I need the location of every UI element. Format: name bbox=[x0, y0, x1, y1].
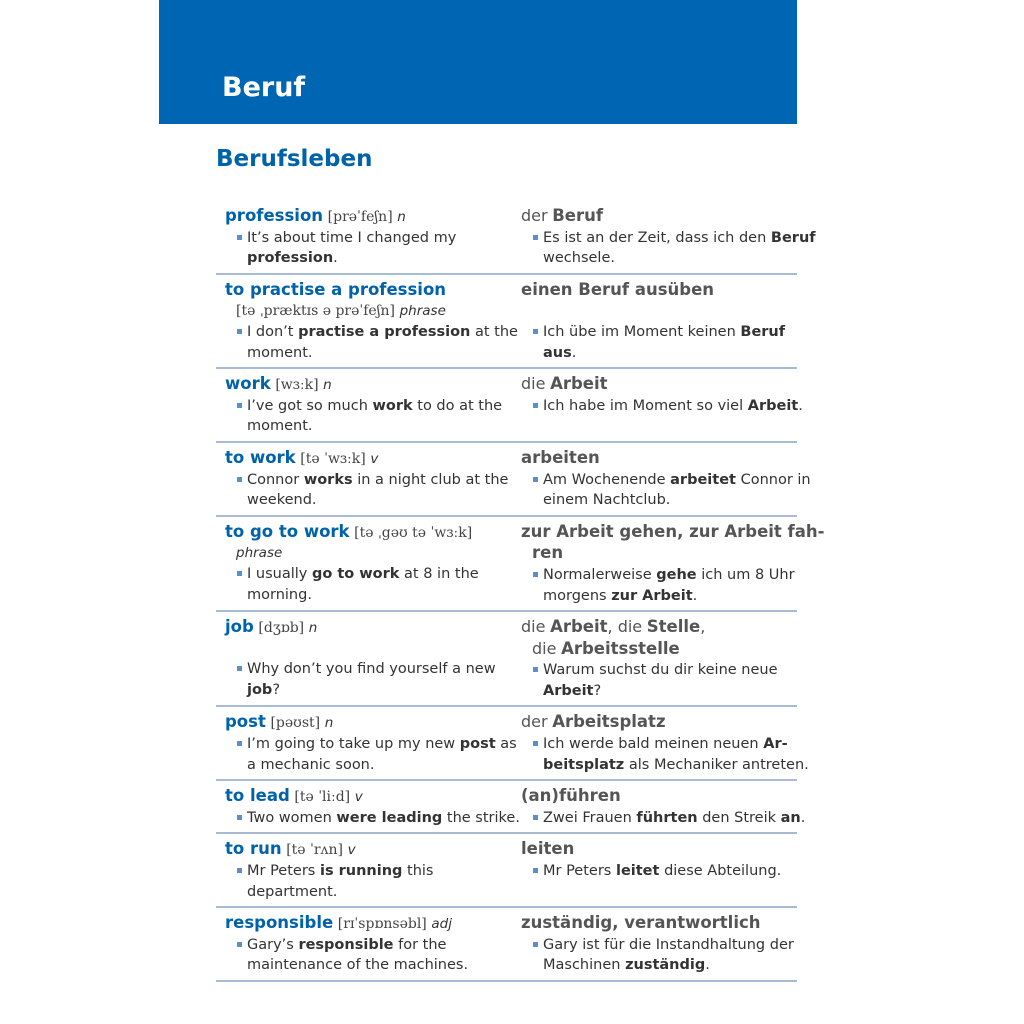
translation: arbeiten bbox=[521, 447, 600, 467]
example-sentence: Mr Peters is running this department. bbox=[225, 861, 521, 902]
example-translation: Normalerweise gehe ich um 8 Uhr morgens zur Arbeit. bbox=[521, 565, 797, 606]
vocab-entry bbox=[216, 201, 816, 275]
chapter-title: Beruf bbox=[222, 72, 306, 103]
bullet-icon bbox=[533, 329, 538, 334]
pronunciation: [prəˈfeʃn] bbox=[327, 209, 393, 225]
translation: einen Beruf ausüben bbox=[521, 279, 715, 299]
part-of-speech: phrase bbox=[236, 545, 283, 562]
chapter-header-band bbox=[159, 0, 797, 124]
headword: profession bbox=[225, 206, 324, 225]
bullet-icon bbox=[533, 235, 538, 240]
part-of-speech: v bbox=[354, 789, 363, 806]
translation: Arbeit bbox=[550, 374, 608, 394]
vocab-entry bbox=[216, 834, 797, 908]
translation: Arbeit bbox=[550, 617, 608, 637]
example-sentence: It’s about time I changed my profession. bbox=[225, 228, 521, 269]
example-translation: Warum suchst du dir keine neue Arbeit? bbox=[521, 660, 797, 701]
bullet-icon bbox=[533, 741, 538, 746]
example-translation: Zwei Frauen führten den Streik an. bbox=[521, 808, 797, 829]
vocab-entry bbox=[216, 707, 809, 781]
example-translation: Am Wochenende arbeitet Connor in einem Nachtclub. bbox=[521, 470, 797, 511]
pronunciation: [wɜːk] bbox=[275, 377, 319, 394]
german-column bbox=[521, 280, 797, 363]
bullet-icon bbox=[237, 868, 242, 873]
example-translation: Gary ist für die Instandhaltung der Maschinen zuständig. bbox=[521, 935, 797, 976]
bullet-icon bbox=[533, 477, 538, 482]
german-column bbox=[521, 447, 811, 511]
bullet-icon bbox=[237, 815, 242, 820]
translation-continued: ren bbox=[532, 543, 564, 563]
bullet-icon bbox=[237, 235, 242, 240]
german-column bbox=[521, 786, 806, 828]
part-of-speech: n bbox=[397, 209, 406, 225]
english-column bbox=[216, 374, 521, 437]
german-column bbox=[521, 521, 825, 606]
example-sentence: Two women were leading the strike. bbox=[225, 808, 521, 829]
example-sentence: I’m going to take up my new post as a mechanic soon. bbox=[225, 734, 521, 775]
headword: to run bbox=[225, 839, 282, 859]
headword: to go to work bbox=[225, 521, 350, 541]
vocabulary-list bbox=[216, 201, 825, 982]
english-column bbox=[216, 913, 521, 976]
bullet-icon bbox=[533, 572, 538, 577]
german-column: die Arbeit, die Stelle, die Arbeitsstelle Warum suchst du dir keine neue Arbeit? bbox=[521, 617, 797, 701]
article: der bbox=[521, 206, 548, 225]
vocab-entry bbox=[216, 443, 811, 517]
pronunciation: [dʒɒb] bbox=[258, 620, 305, 637]
example-sentence: Why don’t you find yourself a new job? bbox=[225, 659, 521, 700]
translation: Beruf bbox=[552, 206, 604, 225]
translation: leiten bbox=[521, 839, 575, 859]
bullet-icon bbox=[237, 666, 242, 671]
english-column bbox=[216, 839, 521, 902]
example-translation: Es ist an der Zeit, dass ich den Beruf wechsele. bbox=[521, 228, 797, 269]
article: der bbox=[521, 712, 548, 732]
bullet-icon bbox=[533, 403, 538, 408]
bullet-icon bbox=[533, 667, 538, 672]
headword: job bbox=[225, 617, 254, 637]
german-column bbox=[521, 712, 809, 775]
german-column bbox=[521, 839, 797, 902]
english-column bbox=[216, 617, 521, 701]
english-column bbox=[216, 448, 521, 511]
part-of-speech: n bbox=[308, 620, 318, 637]
part-of-speech: n bbox=[323, 377, 332, 394]
part-of-speech: adj bbox=[431, 916, 452, 933]
german-column bbox=[521, 913, 797, 976]
headword: responsible bbox=[225, 913, 334, 933]
headword: to lead bbox=[225, 786, 290, 806]
article: die bbox=[521, 374, 546, 394]
example-sentence: I don’t practise a profession at the moment. bbox=[225, 322, 521, 363]
english-column bbox=[216, 712, 521, 775]
headword: work bbox=[225, 374, 271, 394]
vocab-entry bbox=[216, 369, 803, 443]
english-column bbox=[216, 522, 521, 606]
part-of-speech: v bbox=[370, 450, 379, 467]
english-column bbox=[216, 786, 521, 828]
bullet-icon bbox=[237, 403, 242, 408]
example-translation: Ich werde bald meinen neuen Ar- beitsplatz als Mechaniker antreten. bbox=[521, 734, 797, 775]
translation: Arbeitsplatz bbox=[552, 712, 666, 732]
vocab-entry bbox=[216, 908, 797, 982]
example-translation: Mr Peters leitet diese Abteilung. bbox=[521, 861, 797, 882]
german-column bbox=[521, 206, 816, 269]
bullet-icon bbox=[237, 329, 242, 334]
headword: post bbox=[225, 712, 266, 732]
german-column bbox=[521, 374, 803, 437]
pronunciation: [tə ˌgəʊ tə ˈwɜːk] bbox=[354, 524, 473, 541]
bullet-icon bbox=[237, 741, 242, 746]
section-title: Berufsleben bbox=[216, 146, 373, 172]
example-translation: Ich habe im Moment so viel Arbeit. bbox=[521, 396, 797, 417]
bullet-icon bbox=[533, 815, 538, 820]
translation: zur Arbeit gehen, zur Arbeit fah- bbox=[521, 521, 825, 541]
example-sentence: I’ve got so much work to do at the moment. bbox=[225, 396, 521, 437]
vocab-entry bbox=[216, 275, 797, 369]
bullet-icon bbox=[237, 942, 242, 947]
part-of-speech: v bbox=[347, 842, 356, 859]
bullet-icon bbox=[533, 868, 538, 873]
bullet-icon bbox=[533, 942, 538, 947]
translation: (an)führen bbox=[521, 786, 621, 806]
pronunciation: [tə ˈwɜːk] bbox=[300, 450, 366, 467]
pronunciation: [tə ˈliːd] bbox=[294, 789, 351, 806]
headword: to practise a profession bbox=[225, 279, 447, 299]
example-translation: Ich übe im Moment keinen Beruf aus. bbox=[521, 322, 797, 363]
vocab-entry bbox=[216, 781, 806, 834]
translation: Stelle bbox=[646, 617, 701, 637]
english-column bbox=[216, 280, 521, 363]
example-sentence: Gary’s responsible for the maintenance of the machines. bbox=[225, 935, 521, 976]
pronunciation: [rɪˈspɒnsəbl] bbox=[337, 916, 427, 933]
example-sentence: I usually go to work at 8 in the morning. bbox=[225, 564, 521, 605]
pronunciation: [pəʊst] bbox=[270, 715, 321, 732]
english-column bbox=[216, 206, 521, 269]
pronunciation: [tə ˌpræktɪs ə prəˈfeʃn] bbox=[236, 303, 395, 320]
bullet-icon bbox=[237, 571, 242, 576]
part-of-speech: n bbox=[324, 715, 334, 732]
vocab-entry bbox=[216, 517, 825, 612]
vocab-entry bbox=[216, 612, 797, 707]
example-sentence: Connor works in a night club at the weekend. bbox=[225, 470, 521, 511]
part-of-speech: phrase bbox=[399, 303, 446, 320]
headword: to work bbox=[225, 447, 296, 467]
translation: Arbeitsstelle bbox=[561, 638, 680, 658]
pronunciation: [tə ˈrʌn] bbox=[286, 842, 343, 859]
translation: zuständig, verantwortlich bbox=[521, 913, 761, 933]
bullet-icon bbox=[237, 477, 242, 482]
